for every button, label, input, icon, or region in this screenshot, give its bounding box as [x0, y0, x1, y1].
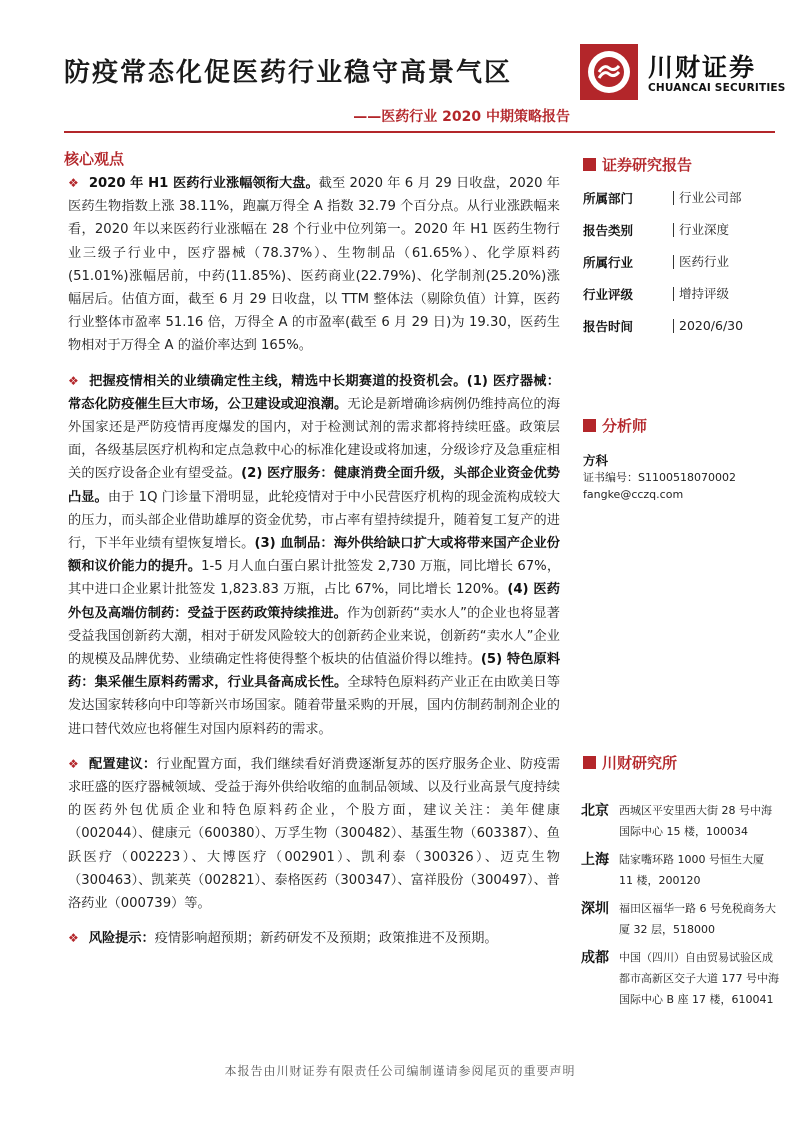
- address-shenzhen: 深圳 福田区福华一路 6 号免税商务大厦 32 层，518000: [581, 901, 776, 936]
- report-info-table: [583, 182, 783, 342]
- square-bullet-icon: [583, 756, 596, 769]
- logo-english-name: CHUANCAI SECURITIES: [648, 82, 786, 94]
- info-row-date: 报告时间 2020/6/30: [583, 318, 744, 334]
- diamond-bullet-icon: ❖: [68, 176, 79, 190]
- diamond-bullet-icon: ❖: [68, 373, 80, 388]
- report-subtitle: ——医药行业 2020 中期策略报告: [353, 109, 570, 125]
- paragraph-allocation-advice: ❖ 配置建议：行业配置方面，我们继续看好消费逐渐复苏的医疗服务企业、防疫需求旺盛的医疗器械领域、受益于海外供给收缩的血制品领域、以及行业高景气度持续的医药外包优质企业和特色原料药企业，个股方面，建议关注：美年健康（002044）、健康元（600380）、万孚生物（300482）、基蛋生物（603387）、鱼跃医疗（002223）、大博医疗（002901）、凯利泰（300326）、迈克生物（300463）、凯莱英（002821）、泰格医药（300347）、富祥股份（300497）、普洛药业（000739）等。: [68, 756, 561, 912]
- diamond-bullet-icon: ❖: [68, 931, 79, 946]
- page-footer-disclaimer: 本报告由川财证券有限责任公司编制谨请参阅尾页的重要声明: [224, 1064, 576, 1078]
- diamond-bullet-icon: ❖: [68, 756, 80, 771]
- address-shanghai: 上海 陆家嘴环路 1000 号恒生大厦 11 楼，200120: [581, 852, 764, 887]
- info-row-rating: 行业评级 增持评级: [583, 286, 730, 302]
- office-addresses: [581, 800, 781, 1017]
- info-row-department: 所属部门 行业公司部: [583, 190, 742, 206]
- core-views-body: [68, 172, 560, 963]
- info-row-category: 报告类别 行业深度: [583, 222, 730, 238]
- info-row-industry: 所属行业 医药行业: [583, 254, 730, 270]
- paragraph-market-performance: ❖ 2020 年 H1 医药行业涨幅领衔大盘。截至 2020 年 6 月 29 日收盘，2020 年医药生物指数上涨 38.11%，跑赢万得全 A 指数 32.79 个百分点。从行业涨跌幅来看，2020 年以来医药行业涨幅在 28 个行业中位列第一。2020 年 H1 医药生物行业三级子行业中，医疗器械（78.37%）、生物制品（61.65%）、化学原料药(51.01%)涨幅居前，中药(11.85%)、医药商业(22.79%)、化学制剂(25.20%)涨幅居后。估值方面，截至 6 月 29 日收盘，以 TTM 整体法（剔除负值）计算，医药行业整体市盈率 51.16 倍，万得全 A 的市盈率(截至 6 月 29 日)为 19.30，医药生物相对于万得全 A 的溢价率达到 165%。: [68, 176, 560, 354]
- core-views-heading: 核心观点: [64, 150, 125, 168]
- analyst-email[interactable]: fangke@cczq.com: [583, 488, 684, 501]
- analyst-certificate: 证书编号：S1100518070002: [583, 471, 736, 484]
- securities-report-heading: 证券研究报告: [583, 154, 692, 175]
- square-bullet-icon: [583, 158, 596, 171]
- paragraph-risk-warning: ❖ 风险提示：疫情影响超预期；新药研发不及预期；政策推进不及预期。: [68, 931, 498, 947]
- company-logo: [580, 44, 786, 100]
- logo-name: 川财证券: [648, 53, 757, 82]
- report-title: 防疫常态化促医药行业稳守高景气区: [64, 58, 513, 88]
- analyst-name: 方科: [583, 453, 609, 468]
- analyst-heading: 分析师: [583, 415, 647, 436]
- header-divider: [64, 131, 775, 133]
- paragraph-investment-themes: ❖ 把握疫情相关的业绩确定性主线，精选中长期赛道的投资机会。(1) 医疗器械：常态化防疫催生巨大市场，公卫建设或迎浪潮。无论是新增确诊病例仍维持高位的海外国家还是严防疫情再度爆发的国内，对于检测试剂的需求都将持续旺盛。政策层面，各级基层医疗机构和定点急救中心的标准化建设或将加速，分级诊疗及急重症相关的医疗设备企业有望受益。(2) 医疗服务：健康消费全面升级，头部企业资金优势凸显。由于 1Q 门诊量下滑明显，此轮疫情对于中小民营医疗机构的现金流构成较大的压力，而头部企业借助雄厚的资金优势，市占率有望持续提升，随着复工复产的进行，下半年业绩有望恢复增长。(3) 血制品：海外供给缺口扩大或将带来国产企业份额和议价能力的提升。1-5 月人血白蛋白累计批签发 2,730 万瓶，同比增长 67%，其中进口企业累计批签发 1,823.83 万瓶，占比 67%，同比增长 120%。(4) 医药外包及高端仿制药：受益于医药政策持续推进。作为创新药“卖水人”的企业也将显著受益我国创新药大潮，相对于研发风险较大的创新药企业来说，创新药“卖水人”企业的规模及品牌优势、业绩确定性将使得整个板块的估值溢价得以维持。(5) 特色原料药：集采催生原料药需求，行业具备高成长性。全球特色原料药产业正在由欧美日等发达国家转移向中印等新兴市场国家。随着带量采购的开展，国内仿制药制剂企业的进口替代效应也将催生对国内原料药的需求。: [68, 373, 561, 737]
- address-chengdu: 成都 中国（四川）自由贸易试验区成都市高新区交子大道 177 号中海国际中心 B 座 17 楼，610041: [581, 950, 779, 1006]
- square-bullet-icon: [583, 419, 596, 432]
- institute-heading: 川财研究所: [583, 752, 677, 773]
- analyst-info: [583, 452, 783, 503]
- address-beijing: 北京 西城区平安里西大街 28 号中海国际中心 15 楼，100034: [581, 803, 772, 838]
- logo-mark-icon: [580, 44, 638, 100]
